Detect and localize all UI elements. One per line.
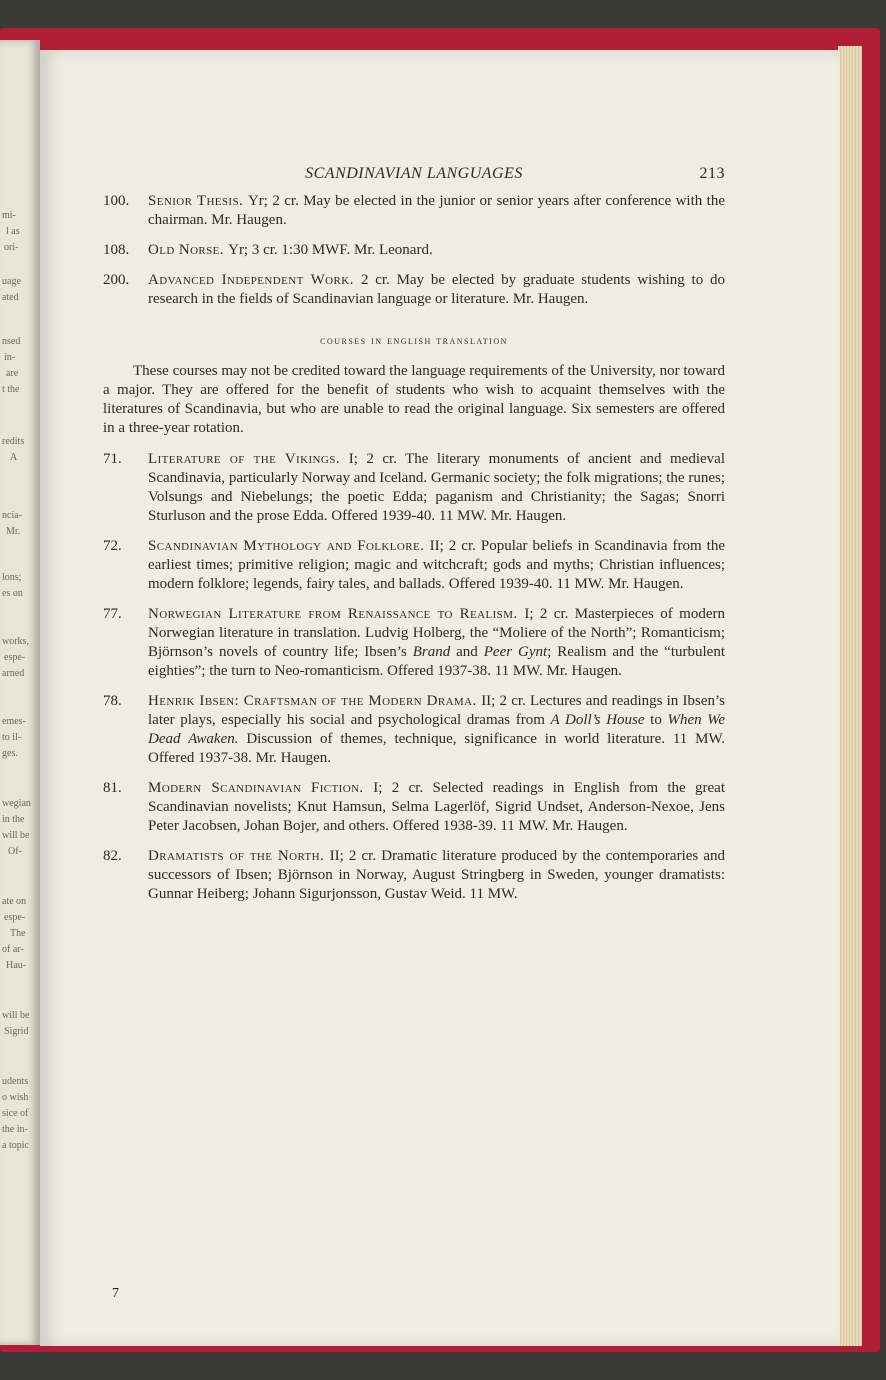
course-entry (103, 537, 725, 594)
left-fragment: are (6, 368, 19, 379)
left-fragment: ges. (2, 748, 18, 759)
course-details: II; 2 cr. Lectures and readings in Ibsen’s later plays, especially his social and psychological dramas from (148, 693, 725, 728)
left-fragment: will be (2, 830, 30, 841)
course-entry (103, 847, 725, 904)
left-fragment: mi- (2, 210, 16, 221)
left-fragment: wegian (2, 798, 31, 809)
course-details: I; 2 cr. Masterpieces of modern Norwegian literature in translation. Ludvig Holberg, the “Moliere of the North”; Romanticism; Björnson’s novels of country life; Ibsen’s (148, 606, 725, 660)
course-entry (103, 692, 725, 768)
course-title: Advanced Independent Work. (148, 272, 361, 288)
left-fragment: o wish (2, 1092, 29, 1103)
course-entry (103, 605, 725, 681)
section-heading: courses in english translation (320, 333, 508, 347)
left-fragment: Sigrid (4, 1026, 29, 1037)
left-fragment: sice of (2, 1108, 29, 1119)
left-fragment: udents (2, 1076, 29, 1087)
left-fragment: A (10, 452, 18, 463)
running-header-title: SCANDINAVIAN LANGUAGES (305, 165, 523, 182)
signature-mark: 7 (112, 1286, 119, 1301)
left-fragment: redits (2, 436, 25, 447)
page-content (103, 164, 725, 915)
course-details: I; 2 cr. Selected readings in English from the great Scandinavian novelists; Knut Hamsun, Selma Lagerlöf, Sigrid Undset, Anderson-Nexoe, Jens Peter Jacobsen, Johan Bojer, and others. Offered 1938-39. 11 MW. Mr. Haugen. (148, 780, 726, 834)
course-entry (103, 450, 725, 526)
course-details: II; 2 cr. Popular beliefs in Scandinavia from the earliest times; primitive religion; magic and witchcraft; gods and myths; Christian influences; modern folklore; legends, fairy tales, and ballads. Offered 1939-40. 11 MW. Mr. Haugen. (148, 538, 725, 592)
course-details: ; Realism and the “turbulent eighties”; the turn to Neo-romanticism. Offered 1937-38. 11 MW. Mr. Haugen. (148, 644, 725, 679)
left-fragment: ated (2, 292, 19, 303)
running-header (103, 164, 725, 186)
course-details: I; 2 cr. The literary monuments of ancient and medieval Scandinavia, particularly Norway and Iceland. Germanic society; the folk migrations; the runes; Volsungs and Niebelungs; the poetic Edda; paganism and Christianity; the Sagas; Snorri Sturluson and the prose Edda. Offered 1939-40. 11 MW. Mr. Haugen. (148, 451, 725, 524)
left-fragment: espe- (4, 652, 26, 663)
work-title: A Doll’s House (550, 712, 645, 728)
work-title: When We Dead Awaken. (148, 712, 725, 747)
course-entry (103, 192, 725, 230)
left-fragment: espe- (4, 912, 26, 923)
book-page (40, 50, 840, 1346)
course-details: and (450, 644, 484, 660)
left-page-edge (0, 40, 40, 1345)
course-number: 72. (103, 538, 122, 554)
course-title: Dramatists of the North. (148, 848, 330, 864)
left-fragment: in- (4, 352, 16, 363)
left-fragment: nsed (2, 336, 21, 347)
left-fragment: will be (2, 1010, 30, 1021)
left-fragment: Mr. (6, 526, 21, 537)
course-number: 82. (103, 848, 122, 864)
course-details: to (644, 712, 668, 728)
course-title: Scandinavian Mythology and Folklore. (148, 538, 430, 554)
course-number: 100. (103, 193, 130, 209)
left-fragment: emes- (2, 716, 26, 727)
course-details: Discussion of themes, technique, significance in world literature. 11 MW. Offered 1937-38. Mr. Haugen. (148, 731, 726, 766)
left-fragment: Hau- (6, 960, 26, 971)
left-fragment: lons; (2, 572, 22, 583)
left-fragment: a topic (2, 1140, 29, 1151)
course-number: 71. (103, 451, 122, 467)
course-entry (103, 241, 725, 260)
left-fragment: arned (2, 668, 25, 679)
work-title: Peer Gynt (483, 644, 548, 660)
left-fragment: of ar- (2, 944, 24, 955)
course-details: II; 2 cr. Dramatic literature produced by the contemporaries and successors of Ibsen; Björnson in Norway, August Stringberg in Sweden, younger dramatists: Gunnar Heiberg; Johann Sigurjonsson, Gustav Weid. 11 MW. (148, 848, 725, 902)
left-fragment: to il- (2, 732, 22, 743)
left-fragment: works, (2, 636, 29, 647)
course-entry (103, 779, 725, 836)
left-fragment: ate on (2, 896, 27, 907)
work-title: Brand (412, 644, 451, 660)
course-number: 81. (103, 780, 122, 796)
left-fragment: t the (2, 384, 20, 395)
page-edge (838, 46, 862, 1346)
course-title: Old Norse. (148, 242, 229, 258)
section-intro: These courses may not be credited toward the language requirements of the University, nor toward a major. They are offered for the benefit of students who wish to acquaint themselves with the literatures of Scandinavia, but who are unable to read the original language. Six semesters are offered in a three-year rotation. (103, 363, 725, 436)
course-number: 200. (103, 272, 130, 288)
course-title: Modern Scandinavian Fiction. (148, 780, 374, 796)
left-fragment: l as (6, 226, 20, 237)
course-entry (103, 271, 725, 309)
course-title: Literature of the Vikings. (148, 451, 349, 467)
course-details: Yr; 3 cr. 1:30 MWF. Mr. Leonard. (228, 242, 433, 258)
course-number: 78. (103, 693, 122, 709)
page-number: 213 (699, 165, 725, 182)
left-fragment: es on (2, 588, 23, 599)
course-number: 108. (103, 242, 130, 258)
course-details: 2 cr. May be elected by graduate students wishing to do research in the fields of Scandinavian language or literature. Mr. Haugen. (148, 272, 726, 307)
left-fragment: The (10, 928, 26, 939)
left-fragment: ori- (4, 242, 19, 253)
left-fragment: uage (2, 276, 21, 287)
left-fragment: the in- (2, 1124, 28, 1135)
course-title: Norwegian Literature from Renaissance to Realism. (148, 606, 525, 622)
left-fragment: in the (2, 814, 25, 825)
course-details: Yr; 2 cr. May be elected in the junior or senior years after conference with the chairman. Mr. Haugen. (148, 193, 725, 228)
course-title: Henrik Ibsen: Craftsman of the Modern Drama. (148, 693, 482, 709)
course-title: Senior Thesis. (148, 193, 248, 209)
course-number: 77. (103, 606, 122, 622)
left-fragment: Of- (8, 846, 22, 857)
left-fragment: ncia- (2, 510, 22, 521)
